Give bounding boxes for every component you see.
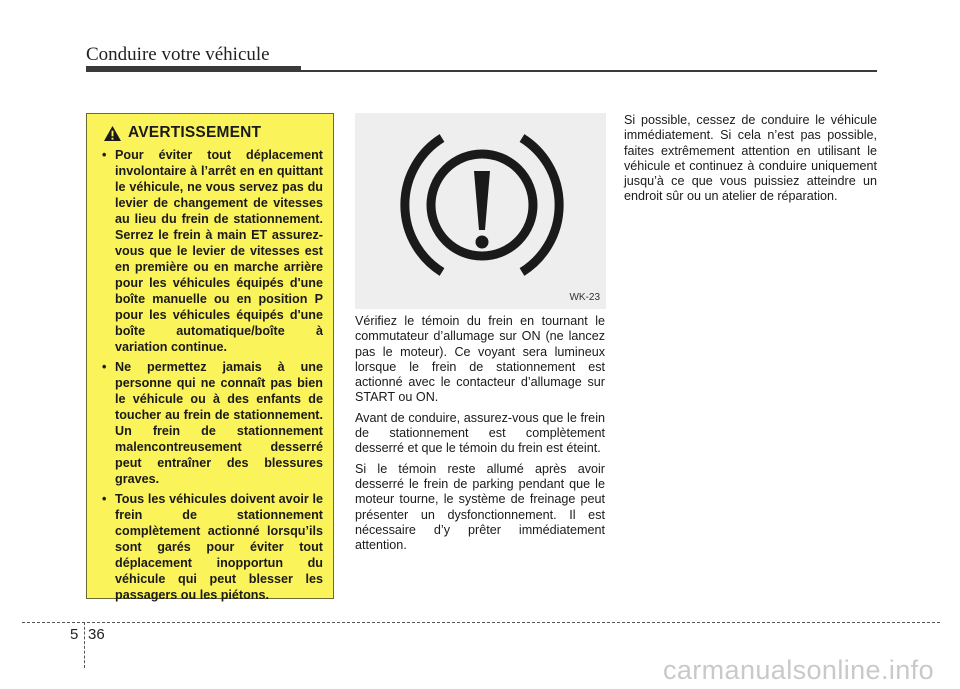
warning-item: • Ne permettez jamais à une personne qui ne connaît pas bien le véhicule ou à des enfants de toucher au frein de stationnement. Un frein de stationnement malencontreusement desserré peut entraîner des blessures graves. [99, 359, 323, 487]
warning-title: AVERTISSEMENT [128, 124, 262, 141]
warning-box [86, 113, 334, 602]
figure-code: WK-23 [569, 292, 600, 303]
header-rule-thin [301, 70, 877, 72]
paragraph: Vérifiez le témoin du frein en tournant le commutateur d’allumage sur ON (ne lancez pas le moteur). Ce voyant sera lumineux lorsque le frein de stationnement est actionné avec le contacteur d’allumage sur START ou ON. [355, 314, 605, 405]
section-title: Conduire votre véhicule [86, 44, 270, 65]
right-column-text [624, 113, 877, 210]
paragraph: Avant de conduire, assurez-vous que le frein de stationnement est complètement desserré et que le témoin du frein est éteint. [355, 410, 605, 456]
page-number: 36 [88, 626, 105, 643]
warning-item: • Pour éviter tout déplacement involontaire à l’arrêt en en quittant le véhicule, ne vous servez pas du levier de changement de vitesses au lieu du frein de stationnement. Serrez le frein à main ET assurez-vous que le levier de vitesses est en première ou en marche arrière pour les véhicules équipés d'une boîte manuelle ou en position P pour les véhicules équipés d'une boîte automatique/boîte à variation continue. [99, 147, 323, 355]
footer-rule [22, 622, 940, 623]
middle-column-text [355, 314, 605, 558]
footer-divider [84, 622, 85, 668]
brake-warning-figure [355, 113, 606, 309]
chapter-number: 5 [70, 626, 79, 643]
warning-item: • Tous les véhicules doivent avoir le frein de stationnement complètement actionné lorsqu’ils sont garés pour éviter tout déplacement inopportun du véhicule qui peut blesser les passagers ou les piétons. [99, 491, 323, 603]
brake-warning-icon [355, 113, 606, 309]
paragraph: Si le témoin reste allumé après avoir desserré le frein de parking pendant que le moteur tourne, le système de freinage peut présenter un dysfonctionnement. Il est nécessaire d’y prêter immédiatement attention. [355, 461, 605, 553]
warning-triangle-icon [103, 125, 122, 142]
watermark: carmanualsonline.info [662, 655, 934, 685]
warning-header [103, 124, 323, 142]
paragraph: Si possible, cessez de conduire le véhicule immédiatement. Si cela n’est pas possible, faites extrêmement attention en utilisant le véhicule et continuez à conduire uniquement jusqu’à ce que vous puissiez atteindre un endroit sûr ou un atelier de réparation. [624, 113, 877, 204]
header-rule-thick [86, 66, 301, 72]
warning-list [99, 147, 323, 603]
